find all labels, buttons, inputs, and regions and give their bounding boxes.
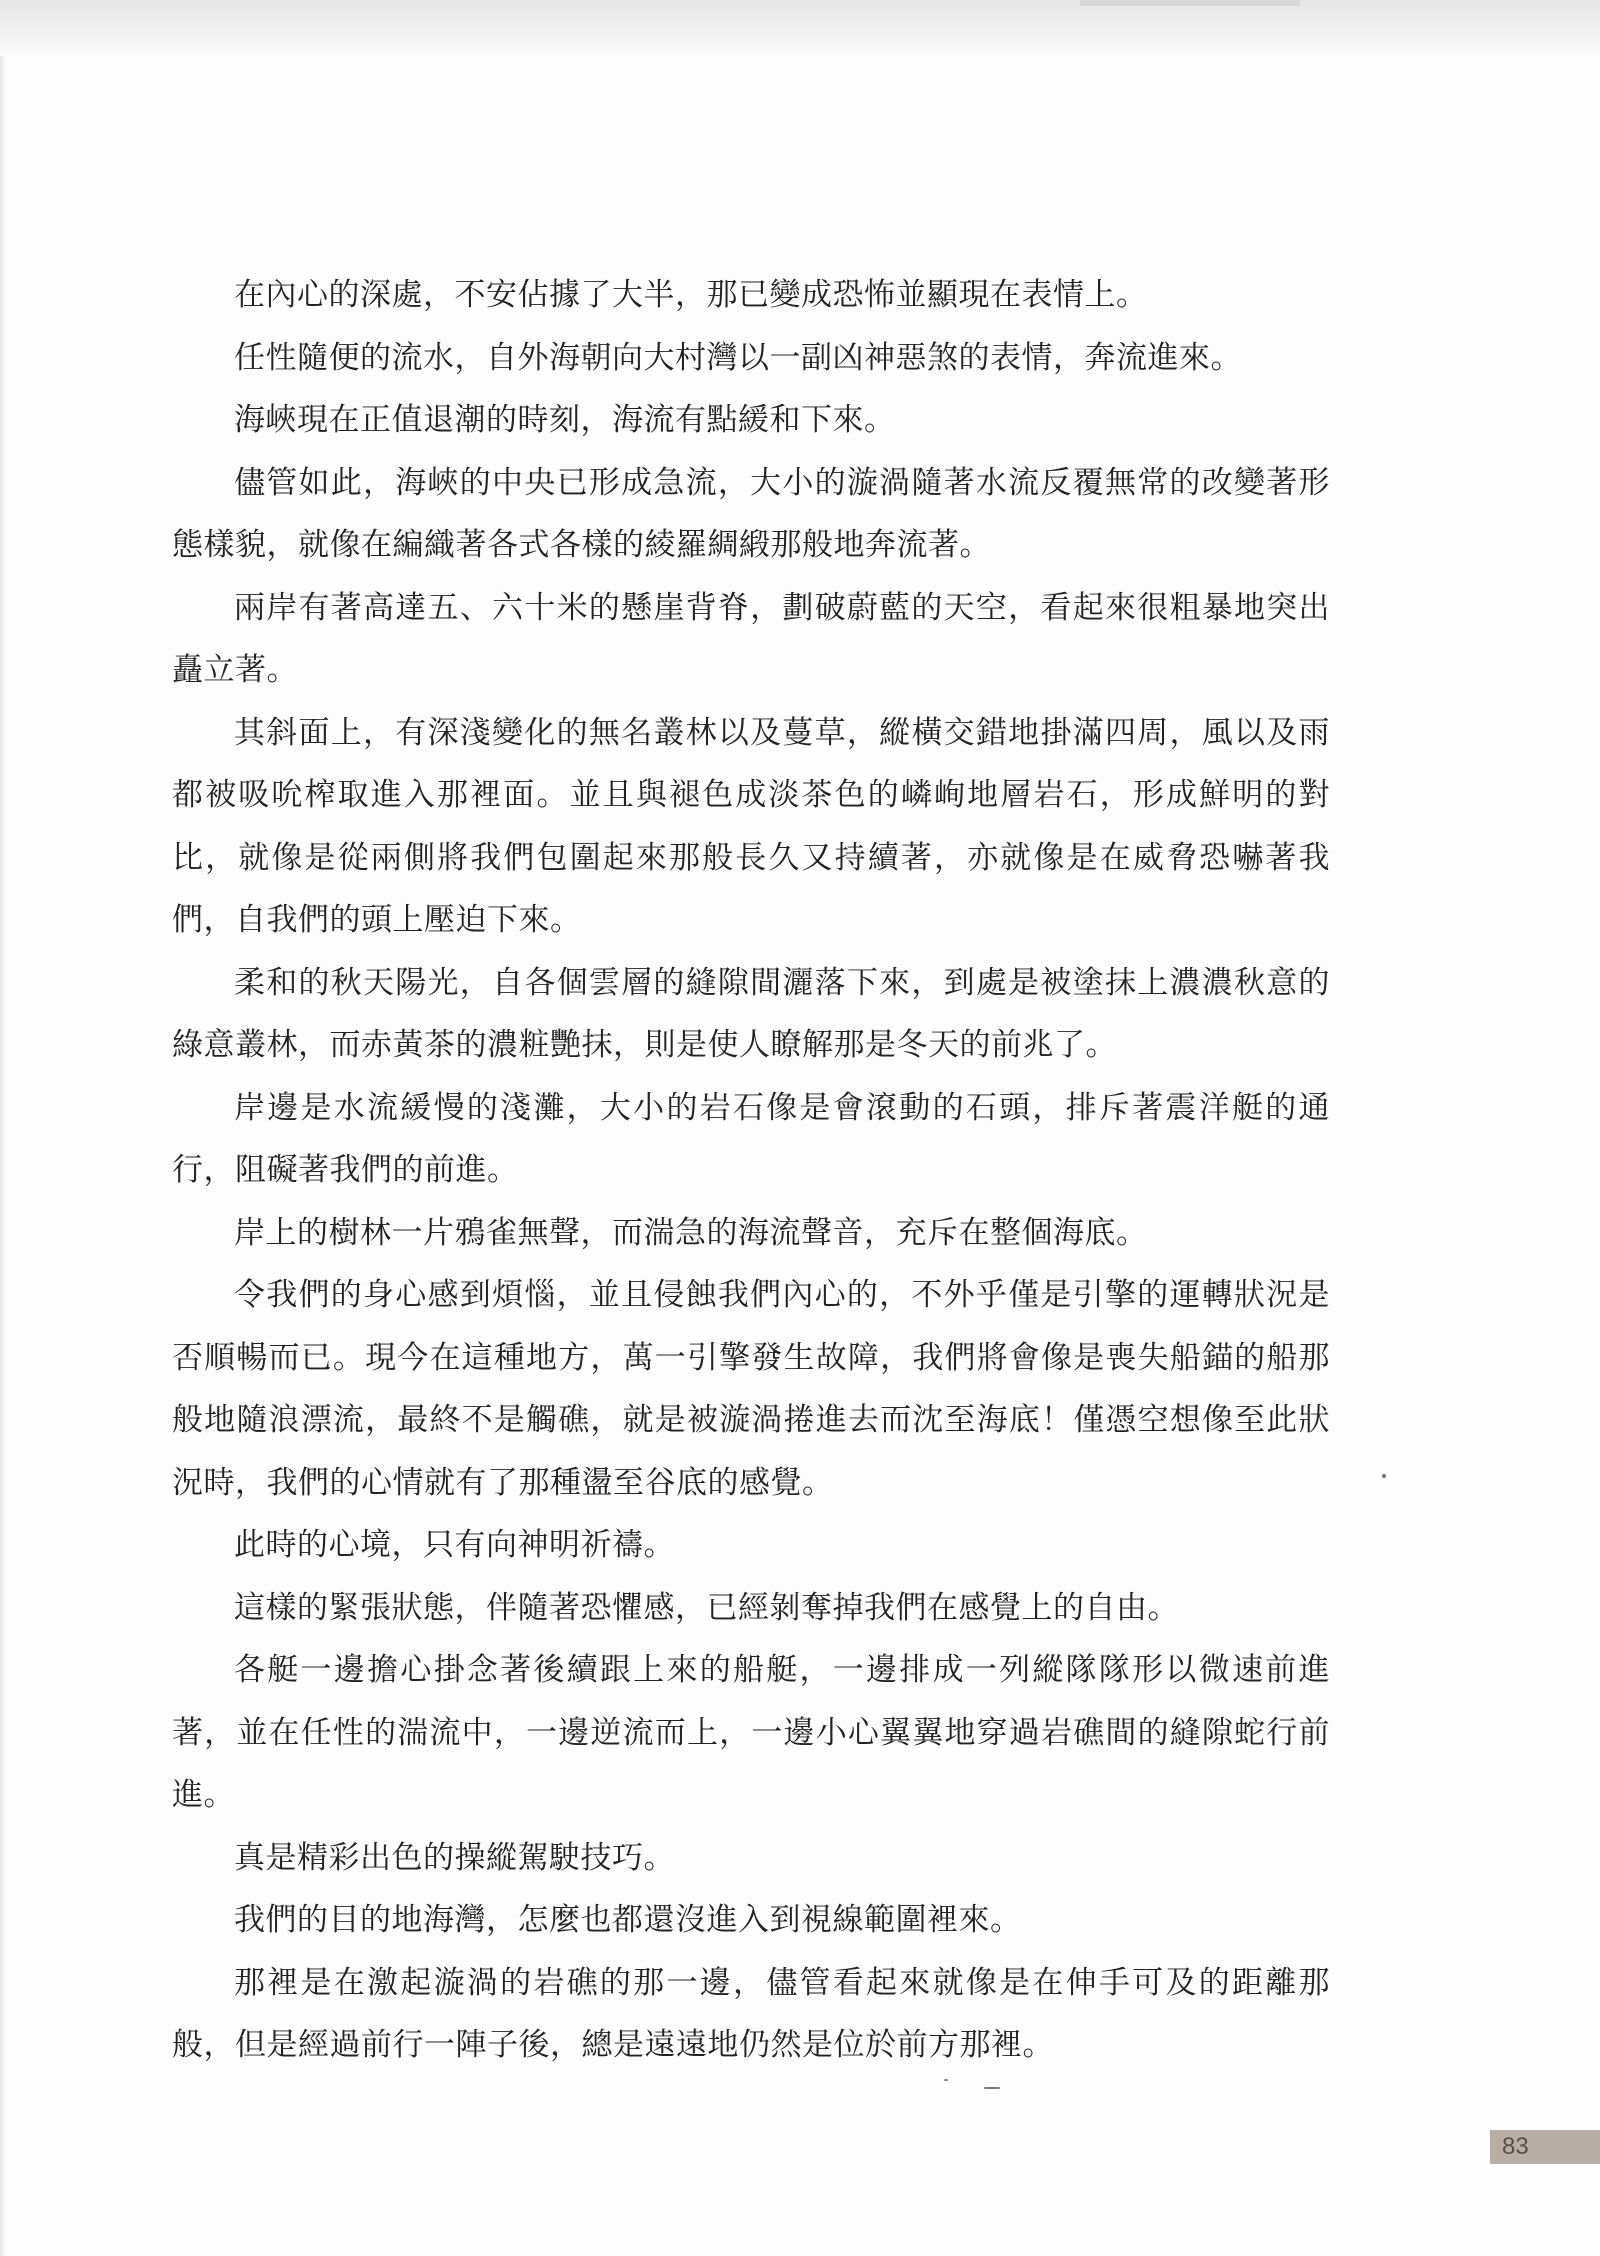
page-number: 83 bbox=[1490, 2130, 1600, 2164]
scan-top-mark bbox=[1080, 0, 1300, 6]
scan-speck bbox=[1382, 1474, 1386, 1478]
paragraph: 柔和的秋天陽光，自各個雲層的縫隙間灑落下來，到處是被塗抹上濃濃秋意的綠意叢林，而赤黃茶的濃粧艷抹，則是使人瞭解那是冬天的前兆了。 bbox=[172, 964, 1330, 1063]
scan-speck bbox=[984, 2087, 1000, 2089]
paragraph: 兩岸有著高達五、六十米的懸崖背脊，劃破蔚藍的天空，看起來很粗暴地突出矗立著。 bbox=[172, 589, 1330, 688]
paragraph: 岸上的樹林一片鴉雀無聲，而湍急的海流聲音，充斥在整個海底。 bbox=[234, 1214, 1148, 1251]
paragraph: 岸邊是水流緩慢的淺灘，大小的岩石像是會滾動的石頭，排斥著震洋艇的通行，阻礙著我們的前進。 bbox=[172, 1089, 1330, 1188]
paragraph: 其斜面上，有深淺變化的無名叢林以及蔓草，縱橫交錯地掛滿四周，風以及雨都被吸吮榨取進入那裡面。並且與褪色成淡茶色的嶙峋地層岩石，形成鮮明的對比，就像是從兩側將我們包圍起來那般長久又持續著，亦就像是在威脅恐嚇著我們，自我們的頭上壓迫下來。 bbox=[172, 714, 1330, 938]
paragraph: 此時的心境，只有向神明祈禱。 bbox=[234, 1527, 675, 1563]
paragraph: 在內心的深處，不安佔據了大半，那已變成恐怖並顯現在表情上。 bbox=[234, 277, 1148, 313]
scan-speck bbox=[944, 2079, 948, 2081]
paragraph: 海峽現在正值退潮的時刻，海流有點緩和下來。 bbox=[234, 402, 896, 438]
paragraph: 這樣的緊張狀態，伴隨著恐懼感，已經剝奪掉我們在感覺上的自由。 bbox=[234, 1589, 1179, 1626]
paragraph: 那裡是在激起漩渦的岩礁的那一邊，儘管看起來就像是在伸手可及的距離那般，但是經過前行一陣子後，總是遠遠地仍然是位於前方那裡。 bbox=[172, 1964, 1330, 2063]
paragraph: 各艇一邊擔心掛念著後續跟上來的船艇，一邊排成一列縱隊隊形以微速前進著，並在任性的湍流中，一邊逆流而上，一邊小心翼翼地穿過岩礁間的縫隙蛇行前進。 bbox=[172, 1652, 1330, 1813]
paragraph: 任性隨便的流水，自外海朝向大村灣以一副凶神惡煞的表情，奔流進來。 bbox=[234, 339, 1242, 376]
paragraph: 真是精彩出色的操縱駕駛技巧。 bbox=[234, 1839, 675, 1876]
paragraph: 我們的目的地海灣，怎麼也都還沒進入到視線範圍裡來。 bbox=[234, 1902, 1022, 1938]
paragraph: 儘管如此，海峽的中央已形成急流，大小的漩渦隨著水流反覆無常的改變著形態樣貌，就像在編織著各式各樣的綾羅綢緞那般地奔流著。 bbox=[172, 464, 1330, 563]
body-text bbox=[172, 264, 1330, 2077]
scan-top-edge bbox=[0, 0, 1600, 56]
paragraph: 令我們的身心感到煩惱，並且侵蝕我們內心的，不外乎僅是引擎的運轉狀況是否順暢而已。現今在這種地方，萬一引擎發生故障，我們將會像是喪失船錨的船那般地隨浪漂流，最終不是觸礁，就是被漩渦捲進去而沈至海底！僅憑空想像至此狀況時，我們的心情就有了那種盪至谷底的感覺。 bbox=[172, 1277, 1330, 1501]
scan-left-edge bbox=[0, 56, 6, 2256]
